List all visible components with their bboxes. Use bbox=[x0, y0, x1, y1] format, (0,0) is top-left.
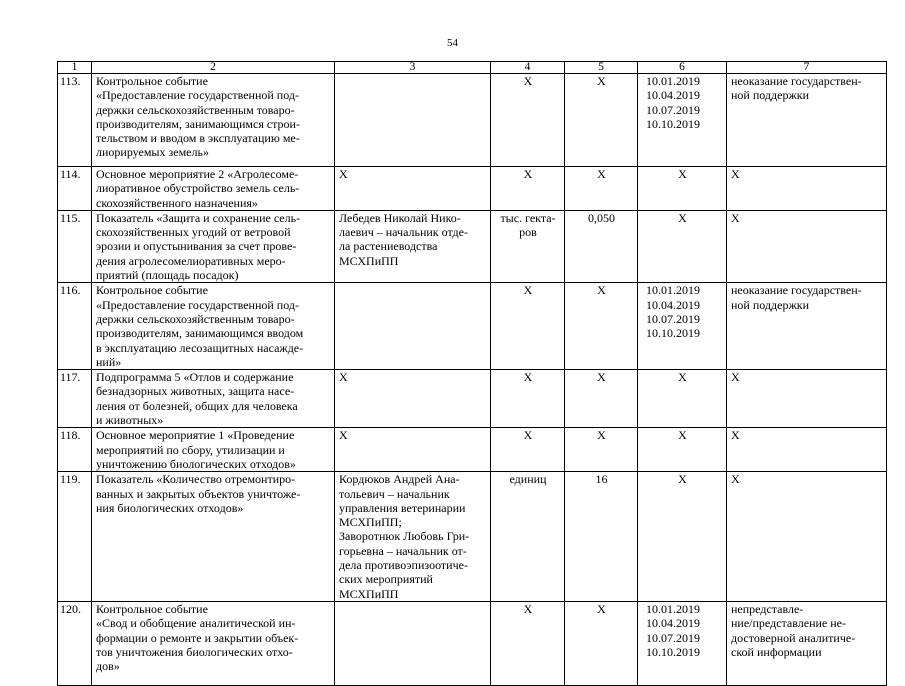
event-name-line: Показатель «Защита и сохранение сель- bbox=[96, 210, 301, 225]
event-name-cell bbox=[92, 74, 335, 167]
risk-cell bbox=[727, 167, 887, 211]
risk-cell bbox=[727, 74, 887, 167]
date-line: 10.10.2019 bbox=[646, 116, 700, 131]
date-line: 10.01.2019 bbox=[646, 74, 700, 88]
event-name-line: лиоративное обустройство земель сель- bbox=[96, 181, 300, 196]
event-name-line: Контрольное событие bbox=[96, 283, 208, 298]
row-number: 119. bbox=[58, 472, 92, 602]
event-name-line: эрозии и опустынивания за счет прове- bbox=[96, 239, 297, 254]
table-row bbox=[58, 283, 887, 370]
risk-line: X bbox=[731, 472, 740, 487]
row-number: 118. bbox=[58, 428, 92, 472]
event-name-line: дов» bbox=[96, 659, 120, 674]
date-line: X bbox=[678, 370, 687, 385]
event-name-cell bbox=[92, 601, 335, 685]
value-cell: 0,050 bbox=[565, 210, 638, 282]
header-cell: 4 bbox=[491, 62, 565, 74]
event-name-line: тельством и вводом в эксплуатацию ме- bbox=[96, 131, 300, 146]
responsible-line: Кордюков Андрей Ана- bbox=[339, 472, 460, 487]
value-cell: X bbox=[565, 601, 638, 685]
event-name-line: скохозяйственного назначения» bbox=[96, 195, 258, 210]
event-name-cell bbox=[92, 167, 335, 211]
event-name-line: Контрольное событие bbox=[96, 74, 208, 88]
event-name-cell bbox=[92, 428, 335, 472]
risk-cell bbox=[727, 370, 887, 428]
date-cell bbox=[638, 74, 727, 167]
event-name-cell bbox=[92, 283, 335, 370]
event-name-line: ванных и закрытых объектов уничтоже- bbox=[96, 486, 301, 501]
event-name-line: безнадзорных животных, защита насе- bbox=[96, 384, 295, 399]
responsible-line: ла растениеводства bbox=[339, 239, 438, 254]
events-table bbox=[57, 61, 887, 686]
event-name-line: мероприятий по сбору, утилизации и bbox=[96, 442, 285, 457]
event-name-line: «Свод и обобщение аналитической ин- bbox=[96, 616, 296, 631]
date-cell bbox=[638, 601, 727, 685]
date-line: 10.07.2019 bbox=[646, 311, 700, 326]
row-number: 120. bbox=[58, 601, 92, 685]
header-cell: 6 bbox=[638, 62, 727, 74]
unit-cell: X bbox=[491, 74, 565, 167]
value-cell: X bbox=[565, 428, 638, 472]
date-line: X bbox=[678, 472, 687, 487]
event-name-line: приятий (площадь посадок) bbox=[96, 268, 239, 283]
date-line: X bbox=[678, 428, 687, 443]
table-row bbox=[58, 472, 887, 602]
event-name-line: производителям, занимающимся строи- bbox=[96, 116, 300, 131]
unit-cell bbox=[491, 210, 565, 282]
date-cell bbox=[638, 283, 727, 370]
responsible-cell bbox=[335, 283, 491, 370]
risk-line: X bbox=[731, 210, 740, 225]
value-cell: X bbox=[565, 283, 638, 370]
event-name-line: держки сельскохозяйственным товаро- bbox=[96, 311, 295, 326]
event-name-cell bbox=[92, 210, 335, 282]
event-name-line: уничтожению биологических отходов» bbox=[96, 456, 296, 471]
date-line: 10.04.2019 bbox=[646, 297, 700, 312]
value-cell: X bbox=[565, 167, 638, 211]
event-name-line: и животных» bbox=[96, 413, 164, 428]
date-cell bbox=[638, 210, 727, 282]
responsible-cell bbox=[335, 210, 491, 282]
risk-line: X bbox=[731, 370, 740, 385]
risk-line: ной поддержки bbox=[731, 88, 809, 103]
unit-line: тыс. гекта- bbox=[500, 210, 556, 225]
event-name-line: дения агролесомелиоративных меро- bbox=[96, 253, 286, 268]
risk-line: неоказание государствен- bbox=[731, 283, 862, 298]
page-number: 54 bbox=[447, 37, 458, 49]
row-number: 117. bbox=[58, 370, 92, 428]
event-name-line: Контрольное событие bbox=[96, 601, 208, 616]
responsible-line: лаевич – начальник отде- bbox=[339, 225, 468, 240]
date-cell bbox=[638, 167, 727, 211]
risk-cell bbox=[727, 601, 887, 685]
unit-cell: X bbox=[491, 428, 565, 472]
date-line: 10.10.2019 bbox=[646, 326, 700, 341]
responsible-line: X bbox=[339, 370, 348, 385]
date-cell bbox=[638, 428, 727, 472]
event-name-line: Основное мероприятие 2 «Агролесоме- bbox=[96, 167, 299, 181]
responsible-line: тольевич – начальник bbox=[339, 486, 450, 501]
unit-cell: X bbox=[491, 283, 565, 370]
unit-line: ров bbox=[519, 225, 537, 240]
risk-line: X bbox=[731, 428, 740, 443]
risk-line: ной поддержки bbox=[731, 297, 809, 312]
event-name-line: скохозяйственных угодий от ветровой bbox=[96, 225, 291, 240]
date-line: X bbox=[678, 167, 687, 181]
risk-cell bbox=[727, 472, 887, 602]
event-name-line: держки сельскохозяйственным товаро- bbox=[96, 102, 295, 117]
event-name-line: тов уничтожения биологических отхо- bbox=[96, 644, 293, 659]
header-cell: 7 bbox=[727, 62, 887, 74]
date-line: 10.04.2019 bbox=[646, 88, 700, 103]
table-row bbox=[58, 74, 887, 167]
event-name-line: формации о ремонте и закрытии объек- bbox=[96, 630, 299, 645]
unit-cell: X bbox=[491, 370, 565, 428]
risk-line: ской информации bbox=[731, 644, 822, 659]
unit-cell: X bbox=[491, 601, 565, 685]
date-cell bbox=[638, 472, 727, 602]
responsible-line: управления ветеринарии bbox=[339, 500, 466, 515]
date-cell bbox=[638, 370, 727, 428]
risk-cell bbox=[727, 428, 887, 472]
responsible-cell bbox=[335, 428, 491, 472]
event-name-line: в эксплуатацию лесозащитных насажде- bbox=[96, 340, 304, 355]
table-row bbox=[58, 601, 887, 685]
date-line: 10.10.2019 bbox=[646, 644, 700, 659]
responsible-line: МСХПиПП bbox=[339, 586, 399, 601]
responsible-cell bbox=[335, 74, 491, 167]
risk-cell bbox=[727, 283, 887, 370]
date-line: 10.07.2019 bbox=[646, 102, 700, 117]
responsible-line: ских мероприятий bbox=[339, 572, 433, 587]
responsible-cell bbox=[335, 370, 491, 428]
responsible-cell bbox=[335, 167, 491, 211]
row-number: 114. bbox=[58, 167, 92, 211]
row-number: 116. bbox=[58, 283, 92, 370]
responsible-line: X bbox=[339, 428, 348, 443]
event-name-cell bbox=[92, 370, 335, 428]
header-cell: 5 bbox=[565, 62, 638, 74]
responsible-line: МСХПиПП; bbox=[339, 515, 402, 530]
event-name-line: Показатель «Количество отремонтиро- bbox=[96, 472, 296, 487]
responsible-line: X bbox=[339, 167, 348, 181]
header-cell: 3 bbox=[335, 62, 491, 74]
risk-line: X bbox=[731, 167, 740, 181]
date-line: X bbox=[678, 210, 687, 225]
row-number: 115. bbox=[58, 210, 92, 282]
event-name-line: ний» bbox=[96, 354, 122, 369]
risk-line: непредставле- bbox=[731, 601, 804, 616]
event-name-line: лиорируемых земель» bbox=[96, 145, 209, 160]
responsible-line: МСХПиПП bbox=[339, 253, 399, 268]
table-row bbox=[58, 167, 887, 211]
risk-line: ние/представление не- bbox=[731, 616, 846, 631]
event-name-line: Подпрограмма 5 «Отлов и содержание bbox=[96, 370, 294, 385]
row-number: 113. bbox=[58, 74, 92, 167]
unit-cell: X bbox=[491, 167, 565, 211]
date-line: 10.07.2019 bbox=[646, 630, 700, 645]
value-cell: X bbox=[565, 74, 638, 167]
responsible-line: Заворотнюк Любовь Гри- bbox=[339, 529, 470, 544]
risk-line: неоказание государствен- bbox=[731, 74, 862, 88]
unit-cell: единиц bbox=[491, 472, 565, 602]
event-name-line: производителям, занимающимся вводом bbox=[96, 326, 304, 341]
event-name-line: ния биологических отходов» bbox=[96, 500, 244, 515]
event-name-line: ления от болезней, общих для человека bbox=[96, 398, 298, 413]
responsible-line: дела противоэпизоотиче- bbox=[339, 558, 468, 573]
value-cell: X bbox=[565, 370, 638, 428]
responsible-line: горьевна – начальник от- bbox=[339, 543, 467, 558]
date-line: 10.01.2019 bbox=[646, 601, 700, 616]
event-name-cell bbox=[92, 472, 335, 602]
risk-cell bbox=[727, 210, 887, 282]
table-row bbox=[58, 428, 887, 472]
event-name-line: Основное мероприятие 1 «Проведение bbox=[96, 428, 295, 443]
header-row bbox=[58, 62, 887, 74]
event-name-line: «Предоставление государственной под- bbox=[96, 297, 299, 312]
risk-line: достоверной аналитиче- bbox=[731, 630, 856, 645]
responsible-cell bbox=[335, 601, 491, 685]
table-row bbox=[58, 210, 887, 282]
responsible-line: Лебедев Николай Нико- bbox=[339, 210, 461, 225]
date-line: 10.01.2019 bbox=[646, 283, 700, 298]
event-name-line: «Предоставление государственной под- bbox=[96, 88, 299, 103]
header-cell: 1 bbox=[58, 62, 92, 74]
date-line: 10.04.2019 bbox=[646, 616, 700, 631]
value-cell: 16 bbox=[565, 472, 638, 602]
responsible-cell bbox=[335, 472, 491, 602]
table-row bbox=[58, 370, 887, 428]
header-cell: 2 bbox=[92, 62, 335, 74]
